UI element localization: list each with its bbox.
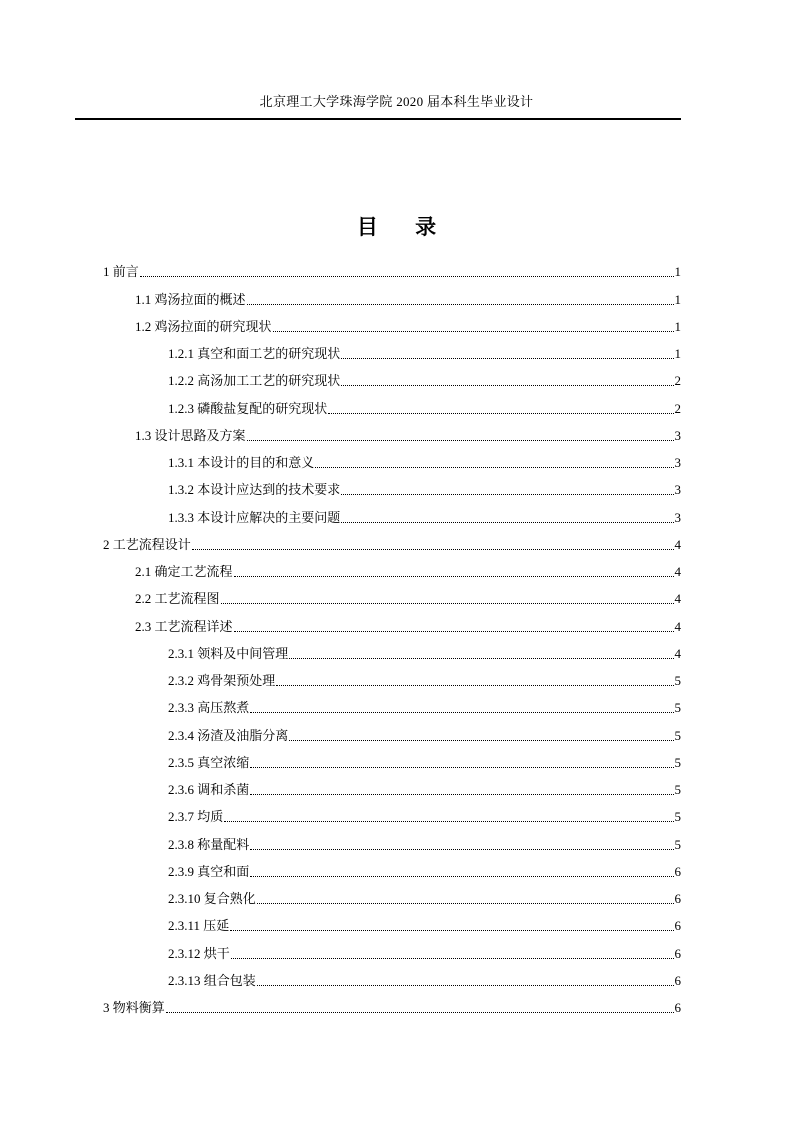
toc-entry-label: 2.3.1 领料及中间管理	[168, 645, 289, 661]
toc-page-number: 4	[674, 564, 681, 579]
toc-page-number: 1	[674, 318, 681, 334]
toc-page-number: 6	[674, 945, 681, 961]
toc-page-number: 4	[674, 591, 681, 607]
toc-entry[interactable]	[103, 473, 681, 500]
toc-entry-label: 1.2.2 高汤加工工艺的研究现状	[168, 373, 341, 389]
toc-entry[interactable]	[103, 255, 681, 282]
toc-entry[interactable]	[103, 528, 681, 555]
toc-page-number: 6	[674, 972, 681, 988]
toc-entry[interactable]	[103, 991, 681, 1018]
toc-leader-dots	[230, 930, 673, 931]
toc-title: 目 录	[356, 215, 453, 239]
toc-page-number: 5	[674, 700, 681, 716]
toc-entry-label: 2.2 工艺流程图	[135, 591, 220, 607]
toc-page-number: 6	[674, 918, 681, 934]
toc-entry-label: 2.3.6 调和杀菌	[168, 782, 250, 797]
toc-page-number: 3	[674, 509, 681, 525]
toc-entry-label: 2 工艺流程设计	[103, 536, 191, 552]
toc-entry[interactable]	[103, 446, 681, 473]
toc-page-number: 5	[674, 836, 681, 852]
toc-leader-dots	[224, 821, 673, 822]
toc-entry-label: 3 物料衡算	[103, 1000, 165, 1015]
toc-leader-dots	[257, 985, 674, 986]
toc-entry[interactable]	[103, 555, 681, 582]
toc-leader-dots	[250, 712, 673, 713]
toc-entry[interactable]	[103, 337, 681, 364]
toc-leader-dots	[276, 685, 673, 686]
header-rule	[75, 118, 681, 120]
toc-leader-dots	[234, 631, 674, 632]
toc-page-number: 1	[674, 346, 681, 361]
toc-entry[interactable]	[103, 909, 681, 936]
toc-leader-dots	[341, 385, 673, 386]
toc-entry-label: 1.2.3 磷酸盐复配的研究现状	[168, 400, 328, 416]
running-header: 北京理工大学珠海学院 2020 届本科生毕业设计	[259, 94, 534, 109]
toc-leader-dots	[273, 331, 674, 332]
toc-leader-dots	[166, 1012, 674, 1013]
toc-entry[interactable]	[103, 391, 681, 418]
toc-leader-dots	[250, 876, 673, 877]
toc-entry-label: 1 前言	[103, 264, 139, 280]
toc-page-number: 3	[674, 427, 681, 443]
toc-leader-dots	[231, 958, 674, 959]
toc-leader-dots	[250, 794, 673, 795]
toc-entry[interactable]	[103, 773, 681, 800]
toc-entry[interactable]	[103, 718, 681, 745]
toc-entry-label: 1.3 设计思路及方案	[135, 427, 246, 443]
toc-page-number: 1	[674, 264, 681, 280]
toc-entry[interactable]	[103, 500, 681, 527]
toc-leader-dots	[315, 467, 673, 468]
toc-leader-dots	[192, 549, 674, 550]
toc-leader-dots	[247, 304, 674, 305]
toc-entry-label: 2.1 确定工艺流程	[135, 564, 233, 579]
toc-leader-dots	[250, 849, 673, 850]
toc-entry-label: 1.3.2 本设计应达到的技术要求	[168, 482, 341, 498]
toc-entry[interactable]	[103, 691, 681, 718]
toc-entry[interactable]	[103, 310, 681, 337]
toc-entry-label: 1.3.1 本设计的目的和意义	[168, 455, 315, 470]
toc-entry[interactable]	[103, 637, 681, 664]
toc-entry-label: 2.3.11 压延	[168, 918, 230, 934]
toc-entry[interactable]	[103, 964, 681, 991]
toc-entry[interactable]	[103, 746, 681, 773]
toc-leader-dots	[140, 276, 674, 277]
toc-leader-dots	[289, 658, 673, 659]
toc-entry-label: 1.3.3 本设计应解决的主要问题	[168, 509, 341, 525]
toc-page-number: 5	[674, 727, 681, 743]
toc-entry[interactable]	[103, 364, 681, 391]
toc-leader-dots	[257, 903, 674, 904]
toc-page-number: 4	[674, 536, 681, 552]
toc-entry-label: 1.1 鸡汤拉面的概述	[135, 291, 246, 307]
toc-leader-dots	[221, 603, 674, 604]
toc-page-number: 4	[674, 645, 681, 661]
toc-leader-dots	[250, 767, 673, 768]
toc-page-number: 6	[674, 863, 681, 879]
toc-leader-dots	[328, 413, 673, 414]
toc-entry-label: 1.2.1 真空和面工艺的研究现状	[168, 346, 341, 361]
toc-page-number: 6	[674, 1000, 681, 1015]
toc-page-number: 2	[674, 373, 681, 389]
toc-leader-dots	[341, 358, 673, 359]
toc-leader-dots	[289, 740, 673, 741]
toc-leader-dots	[247, 440, 674, 441]
toc-page-number: 3	[674, 455, 681, 470]
toc-entry-label: 2.3.12 烘干	[168, 945, 230, 961]
toc-entry-label: 2.3.8 称量配料	[168, 836, 250, 852]
toc-entry[interactable]	[103, 827, 681, 854]
toc-entry-label: 1.2 鸡汤拉面的研究现状	[135, 318, 272, 334]
toc-page-number: 5	[674, 809, 681, 825]
toc-entry[interactable]	[103, 609, 681, 636]
toc-page-number: 3	[674, 482, 681, 498]
toc-entry[interactable]	[103, 582, 681, 609]
toc-entry[interactable]	[103, 800, 681, 827]
toc-page-number: 2	[674, 400, 681, 416]
toc-page-number: 5	[674, 754, 681, 770]
toc-leader-dots	[234, 576, 674, 577]
toc-page-number: 5	[674, 673, 681, 688]
toc-entry-label: 2.3.2 鸡骨架预处理	[168, 673, 276, 688]
toc-leader-dots	[341, 522, 673, 523]
toc-entry-label: 2.3.7 均质	[168, 809, 224, 825]
toc-page-number: 5	[674, 782, 681, 797]
toc-page-number: 6	[674, 891, 681, 906]
toc-entry-label: 2.3.4 汤渣及油脂分离	[168, 727, 289, 743]
toc-entry-label: 2.3.10 复合熟化	[168, 891, 256, 906]
toc-entry-label: 2.3.9 真空和面	[168, 863, 250, 879]
toc-page-number: 4	[674, 618, 681, 634]
toc-entry[interactable]	[103, 419, 681, 446]
toc-entry-label: 2.3.3 高压熬煮	[168, 700, 250, 716]
table-of-contents	[103, 255, 681, 1018]
toc-entry-label: 2.3 工艺流程详述	[135, 618, 233, 634]
toc-leader-dots	[341, 494, 673, 495]
toc-entry[interactable]	[103, 664, 681, 691]
toc-entry-label: 2.3.13 组合包装	[168, 972, 256, 988]
toc-page-number: 1	[674, 291, 681, 307]
toc-entry[interactable]	[103, 855, 681, 882]
toc-entry-label: 2.3.5 真空浓缩	[168, 754, 250, 770]
toc-entry[interactable]	[103, 282, 681, 309]
toc-entry[interactable]	[103, 882, 681, 909]
toc-entry[interactable]	[103, 936, 681, 963]
